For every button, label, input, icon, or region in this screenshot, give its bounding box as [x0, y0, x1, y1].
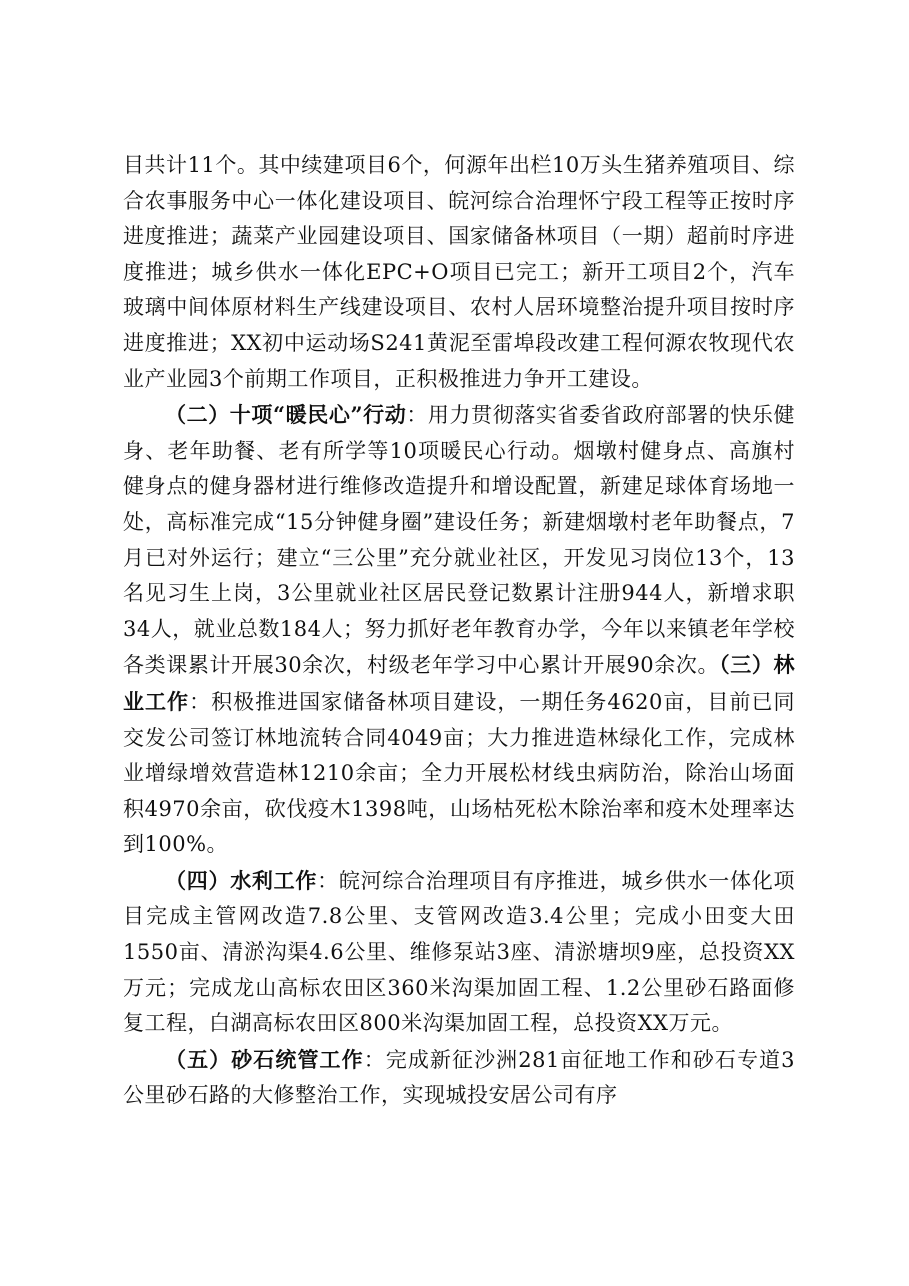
paragraph-water-conservancy — [123, 863, 795, 1042]
paragraph-sand-gravel — [123, 1042, 795, 1114]
paragraph-text: ：皖河综合治理项目有序推进，城乡供水一体化项目完成主管网改造7.8公里、支管网改造3.4公里；完成小田变大田1550亩、清淤沟渠4.6公里、维修泵站3座、清淤塘坝9座，总投资XX万元；完成龙山高标农田区360米沟渠加固工程、1.2公里砂石路面修复工程，白湖高标农田区800米沟渠加固工程，总投资XX万元。 — [123, 868, 795, 1036]
document-page — [123, 148, 795, 1114]
paragraph-text: ：积极推进国家储备林项目建设，一期任务4620亩，目前已同交发公司签订林地流转合同4049亩；大力推进造林绿化工作，完成林业增绿增效营造林1210余亩；全力开展松材线虫病防治，除治山场面积4970余亩，砍伐疫木1398吨，山场枯死松木除治率和疫木处理率达到100%。 — [123, 689, 795, 857]
section-heading-water: （四）水利工作 — [165, 867, 318, 893]
section-heading-sand-gravel: （五）砂石统管工作 — [165, 1046, 364, 1072]
section-heading-forestry: （三）林业工作 — [123, 652, 795, 714]
paragraph-text: ：用力贯彻落实省委省政府部署的快乐健身、老年助餐、老有所学等10项暖民心行动。烟墩村健身点、高旗村健身点的健身器材进行维修改造提升和增设配置，新建足球体育场地一处，高标准完成“15分钟健身圈”建设任务；新建烟墩村老年助餐点，7月已对外运行；建立“三公里”充分就业社区，开发见习岗位13个，13名见习生上岗，3公里就业社区居民登记数累计注册944人，新增求职34人，就业总数184人；努力抓好老年教育办学，今年以来镇老年学校各类课累计开展30余次，村级老年学习中心累计开展90余次。 — [123, 403, 795, 678]
paragraph-projects — [123, 148, 795, 397]
paragraph-text: ：完成新征沙洲281亩征地工作和砂石专道3公里砂石路的大修整治工作，实现城投安居公司有序 — [123, 1047, 795, 1108]
paragraph-text: 目共计11个。其中续建项目6个，何源年出栏10万头生猪养殖项目、综合农事服务中心一体化建设项目、皖河综合治理怀宁段工程等正按时序进度推进；蔬菜产业园建设项目、国家储备林项目（一期）超前时序进度推进；城乡供水一体化EPC+O项目已完工；新开工项目2个，汽车玻璃中间体原材料生产线建设项目、农村人居环境整治提升项目按时序进度推进；XX初中运动场S241黄泥至雷埠段改建工程何源农牧现代农业产业园3个前期工作项目，正积极推进力争开工建设。 — [123, 153, 795, 391]
paragraph-warm-heart-actions — [123, 397, 795, 863]
section-heading-warm-heart: （二）十项“暖民心”行动 — [165, 402, 407, 428]
